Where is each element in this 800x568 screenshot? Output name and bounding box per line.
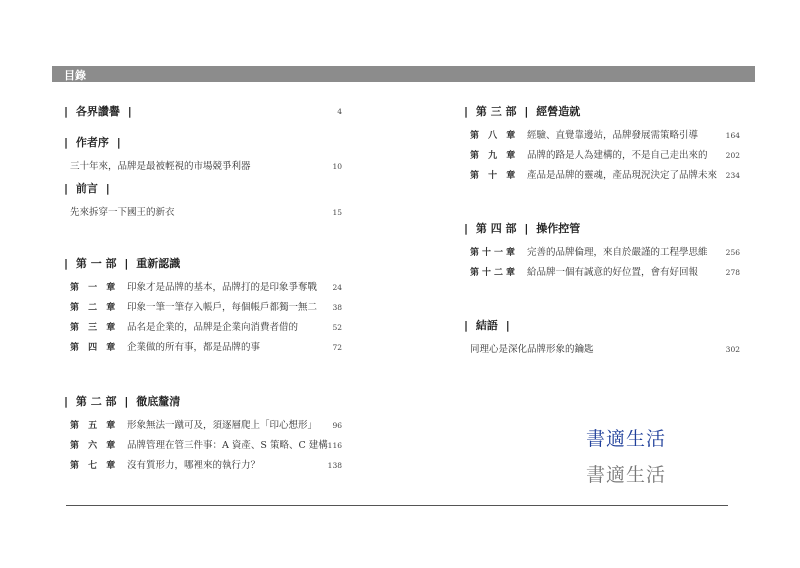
heading-separator: | xyxy=(524,105,529,118)
heading-separator: | xyxy=(524,222,529,235)
page-number: 138 xyxy=(327,461,342,470)
entry-title: 經驗、直覺靠邊站，品牌發展需策略引導 xyxy=(527,130,699,141)
page-number: 202 xyxy=(725,151,740,160)
page-number: 4 xyxy=(337,107,342,116)
part-label: 第 二 部 xyxy=(75,395,117,408)
chapter-label: 第 七 章 xyxy=(70,461,119,471)
toc-header-title: 目錄 xyxy=(64,69,86,82)
bottom-divider xyxy=(66,505,728,506)
toc-entry[interactable] xyxy=(64,456,342,476)
entry-title: 企業做的所有事，都是品牌的事 xyxy=(127,342,261,353)
part-heading xyxy=(64,394,342,410)
chapter-label: 第 一 章 xyxy=(70,283,119,293)
chapter-label: 第 四 章 xyxy=(70,343,119,353)
heading-title: 重新認識 xyxy=(136,257,181,270)
part-heading xyxy=(464,104,740,120)
heading-title: 操作控管 xyxy=(536,222,581,235)
chapter-label: 第 六 章 xyxy=(70,441,119,451)
entry-title: 完善的品牌倫理，來自於嚴謹的工程學思維 xyxy=(527,247,708,258)
page-number: 72 xyxy=(332,343,342,352)
heading-bar-left: | xyxy=(464,105,469,118)
section-foreword xyxy=(64,181,342,223)
entry-title: 先來拆穿一下國王的新衣 xyxy=(70,207,175,218)
toc-entry[interactable] xyxy=(64,157,342,177)
heading-bar-left: | xyxy=(64,182,69,195)
watermark-text-gray: 書適生活 xyxy=(586,464,667,486)
heading-title: 徹底釐清 xyxy=(136,395,181,408)
section-part-4 xyxy=(464,221,740,283)
toc-entry[interactable] xyxy=(464,146,740,166)
section-conclusion xyxy=(464,318,740,360)
section-praise xyxy=(64,104,342,120)
heading-bar-left: | xyxy=(64,105,69,118)
chapter-label: 第 十 章 xyxy=(470,171,519,181)
entry-title: 同理心是深化品牌形象的鑰匙 xyxy=(470,344,594,355)
heading-title: 經營造就 xyxy=(536,105,581,118)
watermark-text-blue: 書適生活 xyxy=(586,428,667,450)
entry-title: 印象才是品牌的基本，品牌打的是印象爭奪戰 xyxy=(127,282,318,293)
part-label: 第 一 部 xyxy=(75,257,117,270)
section-part-1 xyxy=(64,256,342,358)
chapter-label: 第 九 章 xyxy=(470,151,519,161)
heading-separator: | xyxy=(124,257,129,270)
entry-title: 產品是品牌的靈魂，產品現況決定了品牌未來 xyxy=(527,170,718,181)
toc-entry[interactable] xyxy=(464,166,740,186)
heading-title: 結語 xyxy=(475,319,498,332)
entry-title: 品名是企業的，品牌是企業向消費者借的 xyxy=(127,322,299,333)
page-number: 302 xyxy=(725,345,740,354)
chapter-label: 第 二 章 xyxy=(70,303,119,313)
chapter-label: 第十一章 xyxy=(470,248,519,258)
heading-bar-right: | xyxy=(105,182,110,195)
toc-entry[interactable] xyxy=(64,278,342,298)
toc-entry[interactable] xyxy=(464,263,740,283)
heading-bar-left: | xyxy=(464,222,469,235)
toc-header-bar xyxy=(52,66,755,82)
section-heading xyxy=(64,135,342,151)
toc-entry[interactable] xyxy=(64,416,342,436)
heading-bar-left: | xyxy=(64,395,69,408)
heading-title: 作者序 xyxy=(75,136,109,149)
page-number: 96 xyxy=(332,421,342,430)
toc-entry[interactable] xyxy=(64,298,342,318)
entry-title: 品牌管理在管三件事：A 資產、S 策略、C 建構 xyxy=(127,440,328,451)
entry-title: 印象一筆一筆存入帳戶，每個帳戶都獨一無二 xyxy=(127,302,318,313)
entry-title: 沒有質形力，哪裡來的執行力？ xyxy=(127,460,261,471)
page-number: 24 xyxy=(332,283,342,292)
heading-title: 前言 xyxy=(75,182,98,195)
section-heading xyxy=(64,181,342,197)
part-label: 第 四 部 xyxy=(475,222,517,235)
heading-bar-left: | xyxy=(464,319,469,332)
chapter-label: 第十二章 xyxy=(470,268,519,278)
heading-title: 各界讚譽 xyxy=(75,105,120,118)
heading-bar-right: | xyxy=(505,319,510,332)
toc-entry[interactable] xyxy=(64,318,342,338)
entry-title: 三十年來，品牌是最被輕視的市場競爭利器 xyxy=(70,161,251,172)
toc-entry[interactable] xyxy=(464,340,740,360)
page-number: 278 xyxy=(725,268,740,277)
heading-separator: | xyxy=(124,395,129,408)
section-preface xyxy=(64,135,342,177)
heading-bar-right: | xyxy=(127,105,132,118)
chapter-label: 第 八 章 xyxy=(470,131,519,141)
page-number: 164 xyxy=(725,131,740,140)
toc-entry[interactable] xyxy=(64,338,342,358)
section-part-3 xyxy=(464,104,740,186)
part-heading xyxy=(464,221,740,237)
part-label: 第 三 部 xyxy=(475,105,517,118)
section-heading xyxy=(464,318,740,334)
entry-title: 品牌的路是人為建構的，不是自己走出來的 xyxy=(527,150,708,161)
page-number: 116 xyxy=(327,441,342,450)
page-number: 256 xyxy=(725,248,740,257)
entry-title: 形象無法一蹴可及，須逐層爬上「印心想形」 xyxy=(127,420,318,431)
page-number: 234 xyxy=(725,171,740,180)
part-heading xyxy=(64,256,342,272)
toc-entry[interactable] xyxy=(64,436,342,456)
heading-bar-left: | xyxy=(64,257,69,270)
heading-bar-left: | xyxy=(64,136,69,149)
toc-entry[interactable] xyxy=(464,243,740,263)
heading-bar-right: | xyxy=(116,136,121,149)
page-number: 10 xyxy=(332,162,342,171)
section-heading xyxy=(64,104,342,120)
page-number: 38 xyxy=(332,303,342,312)
toc-entry[interactable] xyxy=(464,126,740,146)
page-number: 52 xyxy=(332,323,342,332)
entry-title: 給品牌一個有誠意的好位置，會有好回報 xyxy=(527,267,699,278)
section-part-2 xyxy=(64,394,342,476)
page-number: 15 xyxy=(332,208,342,217)
chapter-label: 第 五 章 xyxy=(70,421,119,431)
chapter-label: 第 三 章 xyxy=(70,323,119,333)
toc-entry[interactable] xyxy=(64,203,342,223)
